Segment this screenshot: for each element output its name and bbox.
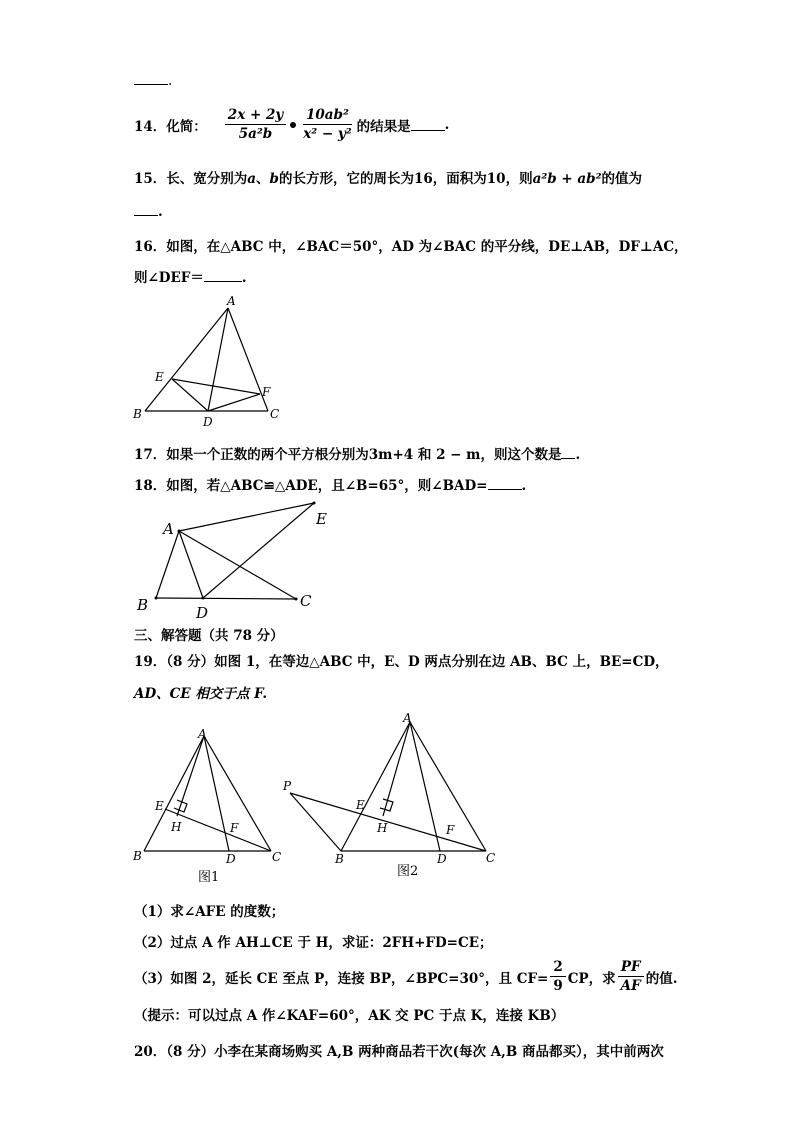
- fraction-2-9: $\frac{2}{9}$: [550, 958, 565, 995]
- label-F: F: [230, 821, 239, 835]
- q19-figure-2: [280, 710, 500, 870]
- label-C: C: [270, 407, 280, 421]
- q16-answer-line: 则∠DEF＝ .: [134, 270, 247, 286]
- question-19: 19．（8 分）如图 1，在等边△ABC 中，E、D 两点分别在边 AB、BC 上，BE=CD，: [134, 654, 669, 670]
- question-15: 15．长、宽分别为a、b的长方形，它的周长为16，面积为10，则a²b + ab²的值为: [134, 171, 642, 187]
- label-C: C: [486, 851, 496, 865]
- label-A: A: [198, 727, 207, 741]
- label-C: C: [272, 850, 282, 864]
- question-16: 16．如图，在△ABC 中，∠BAC＝50°，AD 为∠BAC 的平分线，DE⊥AB，DF⊥AC，: [134, 239, 688, 255]
- label-E: E: [356, 798, 365, 812]
- label-E: E: [155, 799, 164, 813]
- label-D: D: [203, 415, 213, 427]
- dot-operator: [290, 122, 296, 128]
- label-A: A: [227, 294, 236, 308]
- q13-answer-line: .: [134, 72, 172, 89]
- label-E: E: [316, 510, 327, 528]
- q19-part3: （3）如图 2，延长 CE 至点 P，连接 BP，∠BPC=30°，且 CF= $\frac{2}{9}$ CP，求 $\frac{PF}{AF}$ 的值.: [134, 959, 678, 994]
- fraction-2: $\frac{\text{10ab²}}{\text{x² − y²}}$: [303, 107, 352, 142]
- label-A: A: [403, 711, 412, 725]
- q18-figure: [130, 500, 340, 625]
- label-D: D: [437, 852, 447, 866]
- q16-figure: [130, 292, 290, 427]
- label-H: H: [377, 821, 388, 835]
- question-19-line2: AD、CE 相交于点 F.: [134, 686, 268, 702]
- label-F: F: [446, 823, 455, 837]
- q19-hint: （提示：可以过点 A 作∠KAF=60°，AK 交 PC 于点 K，连接 KB）: [134, 1008, 565, 1024]
- fraction-1: $\frac{2x + 2y}{\text{5a²b}}$: [225, 106, 286, 143]
- section-3-title: 三、解答题（共 78 分）: [134, 628, 284, 644]
- q15-answer-line: .: [134, 203, 163, 220]
- label-A: A: [163, 520, 174, 538]
- label-P: P: [283, 779, 292, 793]
- q19-part1: （1）求∠AFE 的度数；: [134, 904, 285, 920]
- q19-figure-1: [130, 722, 290, 882]
- fig1-caption: 图1: [198, 870, 220, 885]
- label-D: D: [226, 852, 236, 866]
- label-F: F: [262, 385, 271, 399]
- fig2-caption: 图2: [397, 864, 419, 879]
- label-B: B: [335, 852, 344, 866]
- question-18: 18．如图，若△ABC≌△ADE，且∠B=65°，则∠BAD= .: [134, 478, 527, 494]
- label-H: H: [171, 820, 182, 834]
- label-E: E: [155, 370, 164, 384]
- label-B: B: [133, 407, 142, 421]
- question-20: 20．（8 分）小李在某商场购买 A,B 两种商品若干次(每次 A,B 商品都买），其中前两次: [134, 1044, 664, 1060]
- label-B: B: [137, 596, 149, 614]
- fraction-pf-af: $\frac{PF}{AF}$: [618, 958, 644, 995]
- question-14: 14．化简： $\frac{2x + 2y}{\text{5a²b}}$ $\frac{\text{10ab²}}{\text{x² − y²}}$ 的结果是 .: [134, 107, 450, 142]
- question-17: 17．如果一个正数的两个平方根分别为3m+4 和 2 − m，则这个数是 .: [134, 447, 581, 463]
- label-B: B: [133, 849, 142, 863]
- q19-part2: （2）过点 A 作 AH⊥CE 于 H，求证：2FH+FD=CE；: [134, 935, 493, 951]
- label-D: D: [196, 604, 209, 622]
- label-C: C: [300, 592, 312, 610]
